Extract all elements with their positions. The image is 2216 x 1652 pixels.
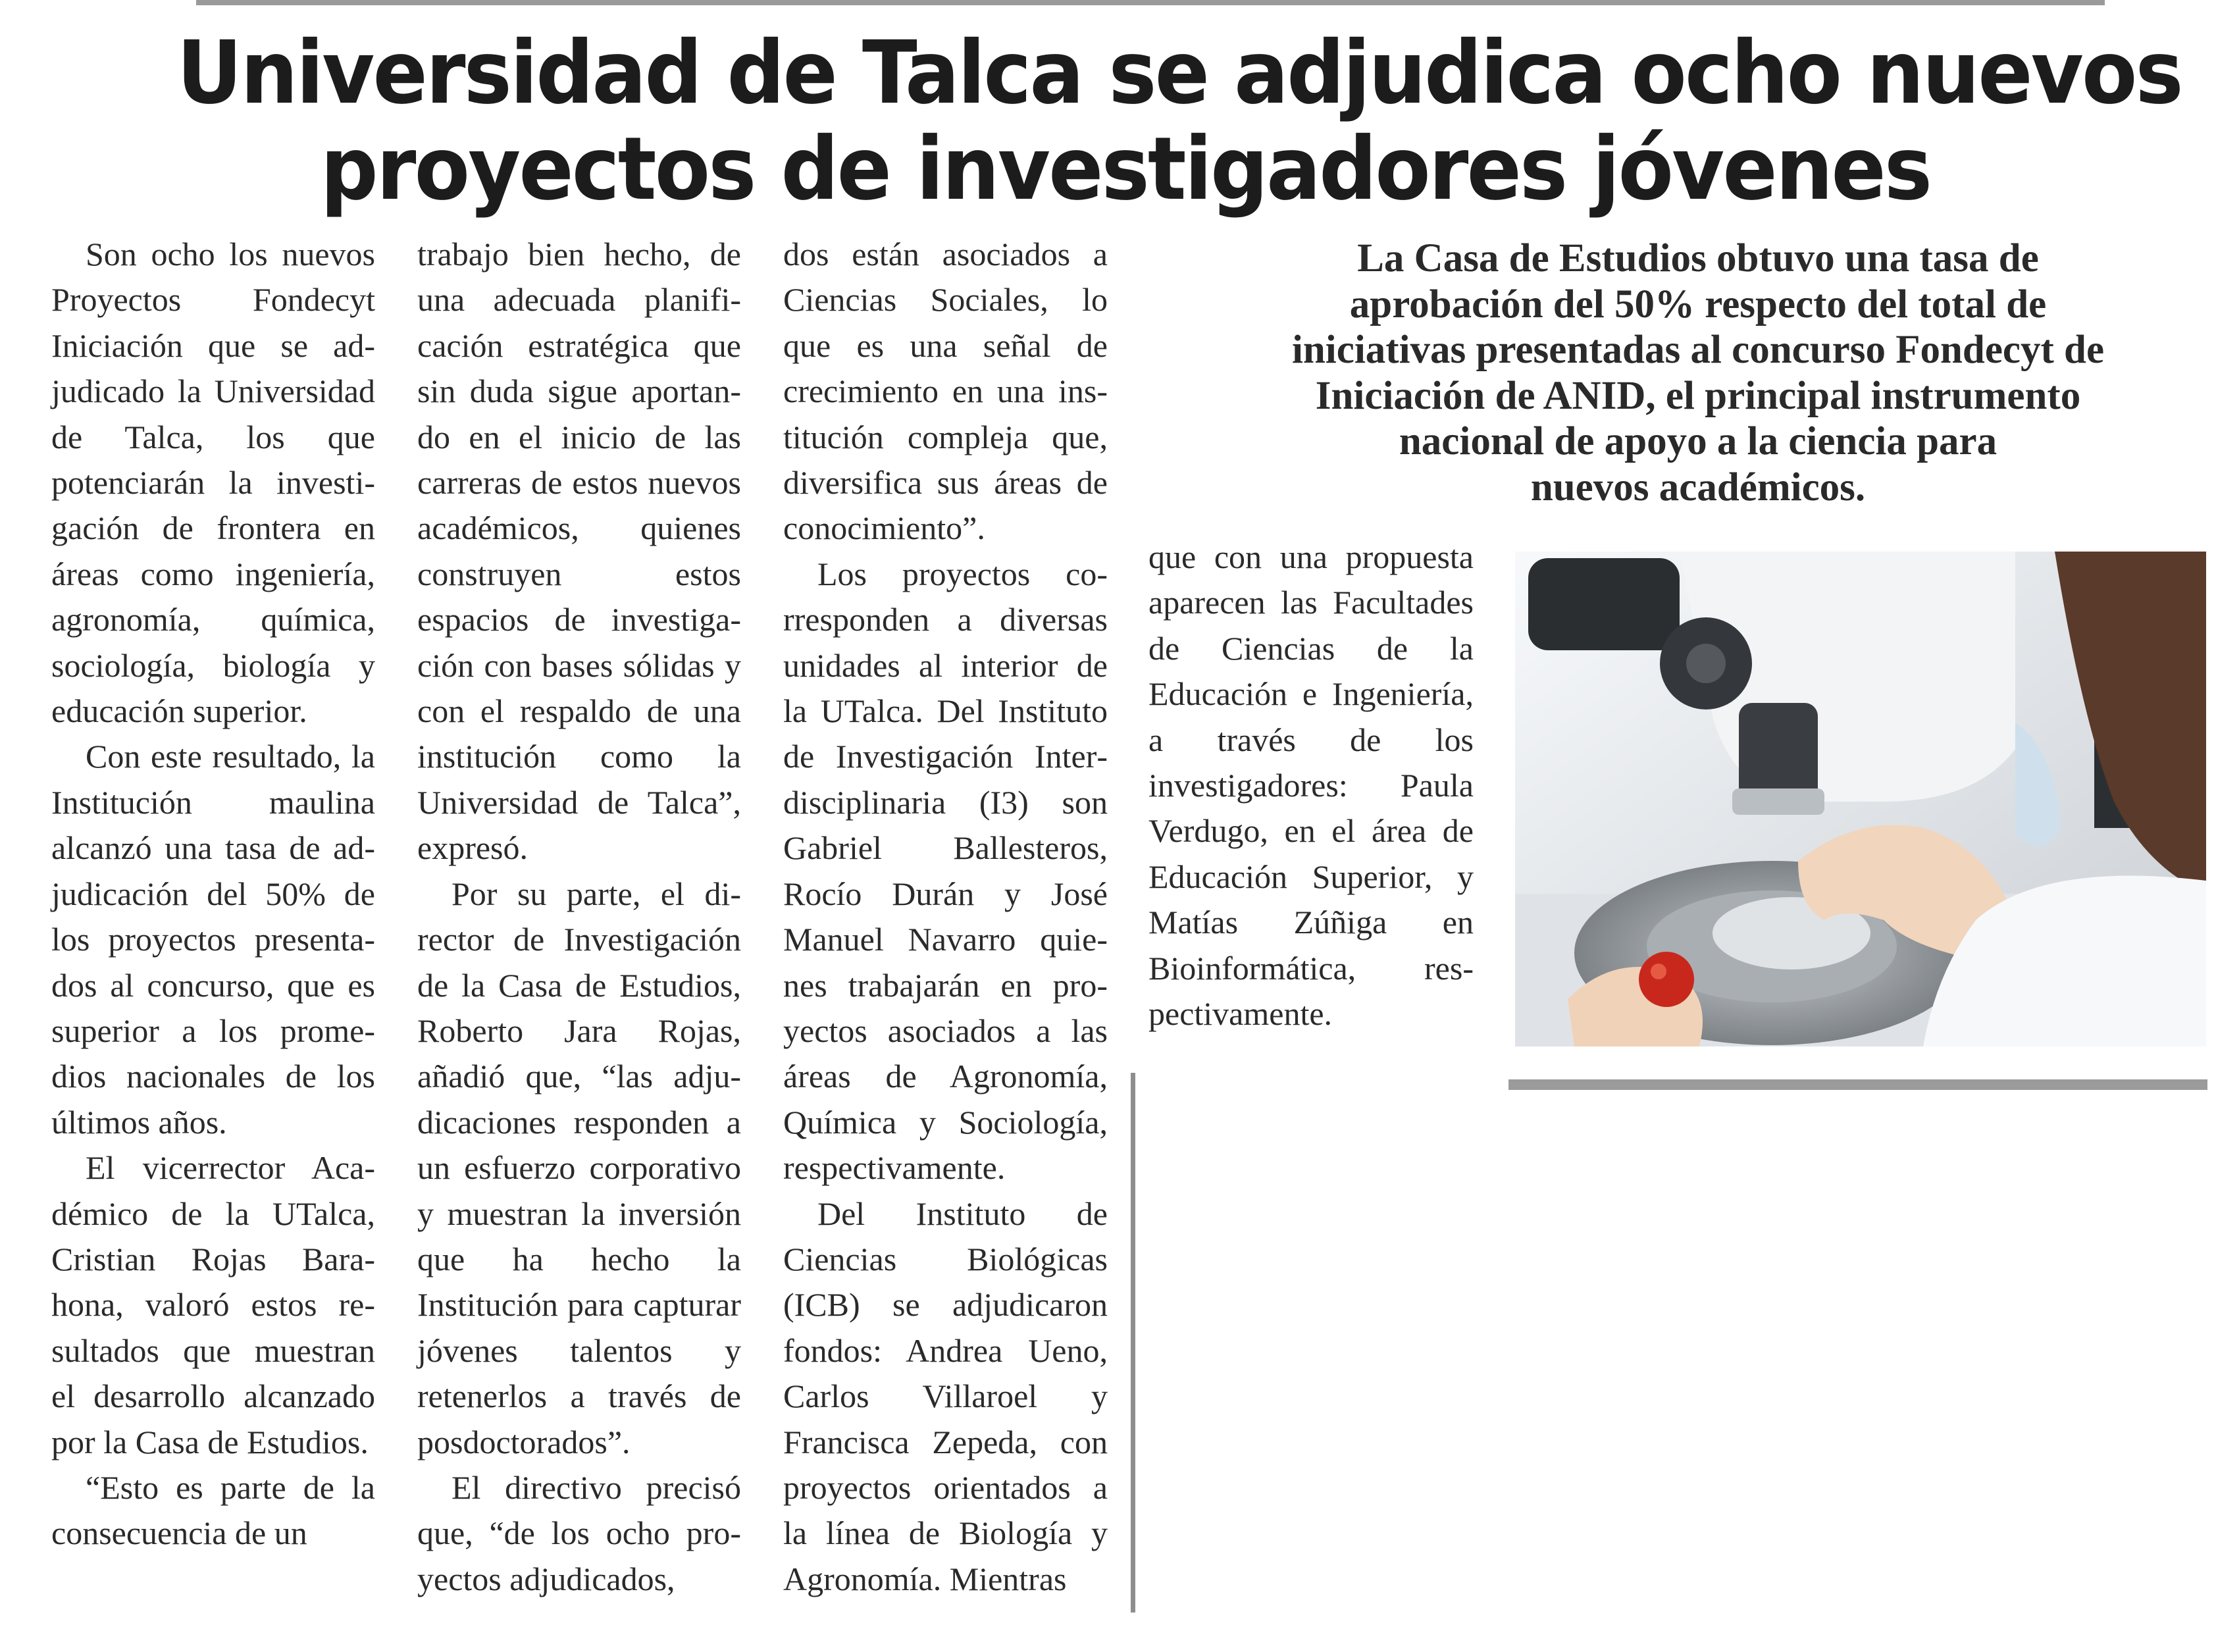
paragraph: Por su parte, el director de Investigación de la Casa de Estudios, Roberto Jara Rojas, añadió que, “las adjudicaciones responden a un esfuerzo corporativo y muestran la inversión que ha hecho la Institución para capturar jóvenes talentos y retenerlos a través de posdoctorados”. — [417, 875, 741, 1460]
microscope-lab-photo-icon — [1515, 552, 2206, 1046]
bottom-rule — [1508, 1079, 2207, 1090]
paragraph: Con este resultado, la Institución maulina alcanzó una tasa de adjudicación del 50% de los proyectos presentados al concurso, que es superior a los promedios nacionales de los últimos años. — [51, 738, 375, 1141]
paragraph: El vicerrector Académico de la UTalca, Cristian Rojas Barahona, valoró estos resultados que muestran el desarrollo alcanzado por la Casa de Estudios. — [51, 1149, 375, 1460]
article-column-2 — [417, 232, 741, 1602]
deck-line: iniciativas presentadas al concurso Fondecyt de — [1291, 328, 2105, 372]
headline-line-1: Universidad de Talca se adjudica ocho nuevos — [176, 22, 2182, 124]
deck-line: La Casa de Estudios obtuvo una tasa de — [1357, 236, 2039, 280]
paragraph: Del Instituto de Ciencias Biológicas (ICB) se adjudicaron fondos: Andrea Ueno, Carlos Villaroel y Francisca Zepeda, con proyectos orientados a la línea de Biología y Agronomía. Mientras — [783, 1195, 1108, 1597]
objective-ring — [1732, 788, 1824, 815]
paragraph: El directivo precisó que, “de los ocho proyectos adjudicados, — [417, 1468, 741, 1597]
headline — [176, 22, 2182, 220]
headline-line-2: proyectos de investigadores jóvenes — [320, 118, 1931, 220]
red-sample-highlight — [1651, 964, 1666, 979]
article-column-3 — [783, 232, 1108, 1602]
red-sample — [1639, 952, 1694, 1007]
article-column-1 — [51, 232, 375, 1557]
deck-line: aprobación del 50% respecto del total de — [1349, 282, 2047, 326]
eyepiece-dark — [1528, 558, 1680, 650]
paragraph: dos están asociados a Ciencias Sociales, lo que es una señal de crecimiento en una institución compleja que, diversifica sus áreas de conocimiento”. — [783, 236, 1108, 547]
paragraph: que con una propuesta aparecen las Facultades de Ciencias de la Educación e Ingeniería, a través de los investigadores: Paula Verdugo, en el área de Educación Superior, y Matías Zúñiga en Bioinformática, respectivamente. — [1148, 538, 1474, 1033]
deck-line: Iniciación de ANID, el principal instrumento — [1315, 373, 2081, 418]
top-rule — [196, 0, 2105, 5]
focus-knob-center — [1686, 644, 1726, 683]
paragraph: “Esto es parte de la consecuencia de un — [51, 1468, 375, 1552]
paragraph: trabajo bien hecho, de una adecuada planificación estratégica que sin duda sigue aportando en el inicio de las carreras de estos nuevos académicos, quienes construyen estos espacios de investigación con bases sólidas y con el respaldo de una institución como la Universidad de Talca”, expresó. — [417, 236, 741, 867]
deck-summary — [1211, 236, 2185, 510]
lab-photo — [1515, 552, 2206, 1046]
deck-line: nuevos académicos. — [1530, 465, 1866, 509]
paragraph: Son ocho los nuevos Proyectos Fondecyt Iniciación que se adjudicado la Universidad de Talca, los que potenciarán la investigación de frontera en áreas como ingeniería, agronomía, química, sociología, biología y educación superior. — [51, 236, 375, 730]
paragraph: Los proyectos corresponden a diversas unidades al interior de la UTalca. Del Instituto de Investigación Interdisciplinaria (I3) son Gabriel Ballesteros, Rocío Durán y José Manuel Navarro quienes trabajarán en proyectos asociados a las áreas de Agronomía, Química y Sociología, respectivamente. — [783, 555, 1108, 1187]
column-divider — [1131, 1073, 1135, 1613]
deck-line: nacional de apoyo a la ciencia para — [1399, 419, 1997, 463]
article-column-4 — [1148, 534, 1474, 1037]
